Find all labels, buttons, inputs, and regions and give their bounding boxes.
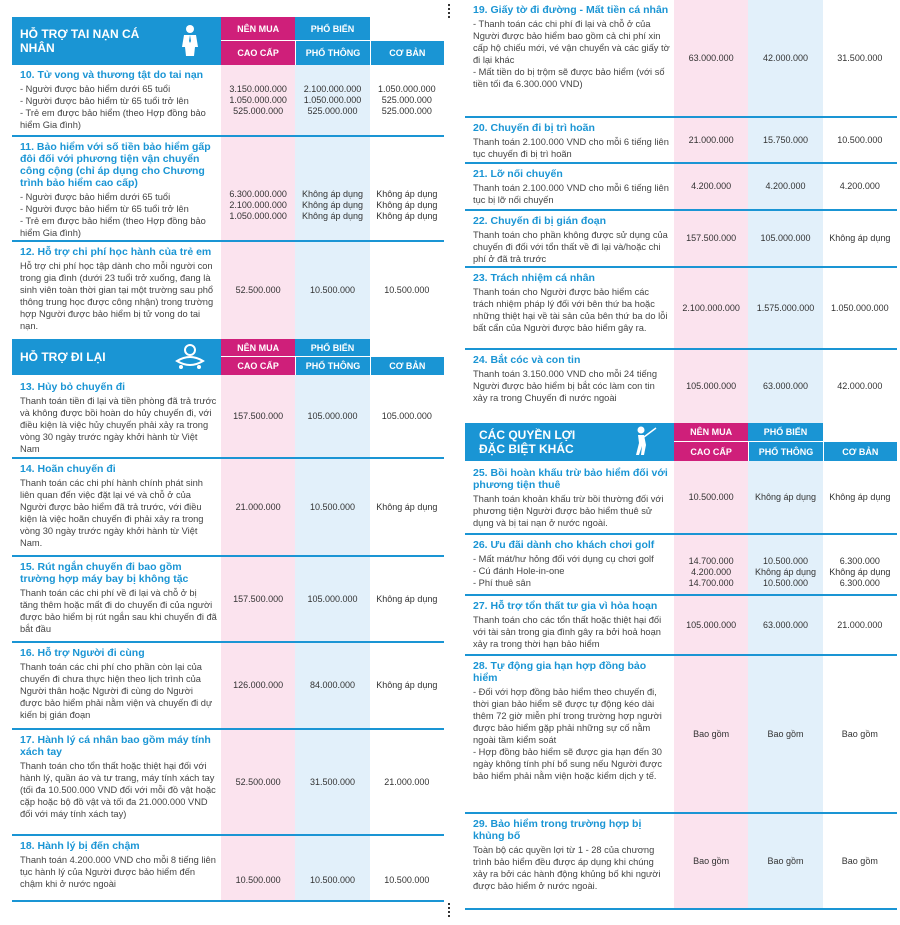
travel-icon <box>173 341 207 375</box>
benefit-title: 20. Chuyến đi bị trì hoãn <box>473 122 595 134</box>
plan-standard: PHỔ THÔNG <box>295 41 369 65</box>
benefit-desc <box>12 836 221 900</box>
benefit-title: 12. Hỗ trợ chi phí học hành của trẻ em <box>20 246 212 258</box>
benefit-title: 14. Hoãn chuyến đi <box>20 463 116 475</box>
benefit-body: Thanh toán 4.200.000 VND cho mỗi 8 tiếng liên tục hành lý của Người được bảo hiểm đến chậm khi ở nước ngoài <box>20 855 216 889</box>
section-title-line2: ĐẶC BIỆT KHÁC <box>479 442 574 456</box>
value-line: 1.050.000.000 <box>229 211 287 221</box>
premium-value: 10.500.000 <box>221 836 295 900</box>
right-column <box>465 0 897 910</box>
value-line: 6.300.000.000 <box>229 189 287 199</box>
basic-value: 105.000.000 <box>370 375 444 457</box>
value-line: Không áp dụng <box>301 211 364 221</box>
benefit-desc <box>465 596 674 654</box>
benefit-desc <box>465 211 674 266</box>
value-line: 14.700.000 <box>688 556 734 566</box>
value-line: 525.000.000 <box>233 105 284 116</box>
basic-value: 31.500.000 <box>823 0 897 116</box>
value-line: Không áp dụng <box>376 200 438 210</box>
benefit-desc <box>465 461 674 533</box>
person-icon <box>173 23 207 57</box>
standard-value: 63.000.000 <box>748 350 822 423</box>
benefit-body: Thanh toán tiền đi lại và tiền phòng đã trả trước và không được bồi hoàn do hủy chuyến đi, với điều kiện là việc hủy chuyến phải xảy ra trong vòng 30 ngày trước ngày khởi hành từ Việt Nam <box>20 396 217 454</box>
benefit-title: 23. Trách nhiệm cá nhân <box>473 272 595 284</box>
benefit-body: Thanh toán các chi phí về đi lại và chỗ ở bị tăng thêm hoặc mất đi do chuyến đi của người được bảo hiểm bị rút ngắn sau khi chuyến đi đã bắt đầu <box>20 588 217 634</box>
plan-header <box>221 17 444 65</box>
popular-label: PHỔ BIẾN <box>295 17 369 41</box>
value-line: Không áp dụng <box>301 189 364 199</box>
standard-value <box>748 535 822 594</box>
section-header-special <box>465 423 897 461</box>
benefit-row-26 <box>465 535 897 596</box>
benefit-row-11 <box>12 137 444 242</box>
benefit-line: - Người được bảo hiểm dưới 65 tuổi <box>20 84 171 94</box>
value-line: 3.150.000.000 <box>229 83 287 94</box>
benefit-desc <box>465 0 674 116</box>
benefit-title: 13. Hủy bỏ chuyến đi <box>20 381 126 393</box>
benefit-title: 24. Bắt cóc và con tin <box>473 354 581 366</box>
popular-label: PHỔ BIẾN <box>295 339 369 357</box>
benefit-line: - Người được bảo hiểm từ 65 tuổi trở lên <box>20 96 189 106</box>
premium-value: Bao gồm <box>674 656 748 812</box>
premium-value: 105.000.000 <box>674 596 748 654</box>
benefit-row-13 <box>12 375 444 459</box>
benefit-body: Thanh toán các chi phí cho phần còn lại của chuyến đi chưa thực hiện theo lịch trình của Người thân hoặc Người đi cùng do Người được bảo hiểm phải nằm viện và chuyến đi dự kiến bị gián đoạn <box>20 662 213 720</box>
standard-value: 105.000.000 <box>748 211 822 266</box>
premium-value: 21.000.000 <box>221 459 295 555</box>
premium-value: Bao gồm <box>674 814 748 908</box>
premium-value: 126.000.000 <box>221 643 295 728</box>
standard-value <box>295 65 369 135</box>
value-line: 2.100.000.000 <box>229 200 287 210</box>
benefit-line: - Trẻ em được bảo hiểm (theo Hợp đồng bảo hiểm Gia đình) <box>20 108 206 130</box>
benefit-desc <box>465 268 674 348</box>
divider-dots-bottom <box>447 903 451 919</box>
benefit-row-25 <box>465 461 897 535</box>
basic-value: 4.200.000 <box>823 164 897 209</box>
basic-value: 1.050.000.000 <box>823 268 897 348</box>
value-line: 6.300.000 <box>839 578 880 588</box>
premium-value: 63.000.000 <box>674 0 748 116</box>
benefit-title: 11. Bảo hiểm với số tiền bảo hiểm gấp đôi đối với phương tiện vận chuyển công cộng (chỉ áp dụng cho Chương trình bảo hiểm cao cấp) <box>20 141 211 189</box>
standard-value: 10.500.000 <box>295 836 369 900</box>
premium-value: 52.500.000 <box>221 242 295 339</box>
benefit-title: 10. Tử vong và thương tật do tai nạn <box>20 69 204 81</box>
benefit-title: 16. Hỗ trợ Người đi cùng <box>20 647 145 659</box>
benefit-body: Thanh toán các chi phí hành chính phát sinh liên quan đến việc đặt lại vé và chỗ ở của Người được bảo hiểm đã trả trước, với điều kiện là việc hoãn chuyến đi phải xảy ra trong vòng 30 ngày trước ngày khởi hành từ Việt Nam. <box>20 478 204 548</box>
standard-value: 84.000.000 <box>295 643 369 728</box>
premium-value: 21.000.000 <box>674 118 748 162</box>
benefit-line: - Người được bảo hiểm dưới 65 tuổi <box>20 192 171 202</box>
benefit-desc <box>465 535 674 594</box>
value-line: Không áp dụng <box>301 200 364 210</box>
benefit-row-28 <box>465 656 897 814</box>
benefit-line: - Thanh toán các chi phí đi lại và chỗ ở của Người được bảo hiểm bao gồm cả chi phí xin cấp hộ chiếu mới, vé vận chuyển và các giấy tờ đi lại khác <box>473 19 670 65</box>
value-line: 525.000.000 <box>381 105 432 116</box>
benefit-line: - Mất mát/hư hỏng đối với dụng cụ chơi golf <box>473 554 654 564</box>
section-title <box>12 17 221 65</box>
basic-value <box>823 535 897 594</box>
basic-value: Không áp dụng <box>370 643 444 728</box>
benefit-desc <box>465 814 674 908</box>
premium-value: 2.100.000.000 <box>674 268 748 348</box>
value-line: 10.500.000 <box>762 556 809 566</box>
value-line: 1.050.000.000 <box>229 94 287 105</box>
premium-value: 10.500.000 <box>674 461 748 533</box>
benefit-desc <box>465 350 674 423</box>
value-line: 525.000.000 <box>307 105 358 116</box>
section-title <box>12 339 221 375</box>
basic-value: Không áp dụng <box>370 557 444 641</box>
benefit-row-23 <box>465 268 897 350</box>
value-line: Không áp dụng <box>829 567 891 577</box>
benefit-desc <box>465 164 674 209</box>
benefit-title: 26. Ưu đãi dành cho khách chơi golf <box>473 539 655 551</box>
benefit-body: Thanh toán 3.150.000 VND cho mỗi 24 tiếng Người được bảo hiểm bị bắt cóc làm con tin xảy ra trong Chuyến đi nước ngoài <box>473 369 657 403</box>
benefit-title: 18. Hành lý bị đến chậm <box>20 840 140 852</box>
value-line: 1.050.000.000 <box>378 83 436 94</box>
benefit-title: 21. Lỡ nối chuyến <box>473 168 563 180</box>
benefit-body: Thanh toán cho tổn thất hoặc thiệt hại đối với hành lý, quần áo và tư trang, máy tính xách tay (tối đa 10.500.000 VND đối với mỗi đồ vật hoặc cặp hoặc bộ đồ vật và tối đa 21.000.000 VND đối với máy tính xách tay) <box>20 761 216 819</box>
benefit-desc <box>12 730 221 834</box>
benefit-title: 27. Hỗ trợ tổn thất tư gia vì hỏa hoạn <box>473 600 658 612</box>
benefit-desc <box>12 459 221 555</box>
benefit-row-20 <box>465 118 897 164</box>
benefit-title: 19. Giấy tờ đi đường - Mất tiền cá nhân <box>473 4 669 16</box>
value-line: Không áp dụng <box>754 567 817 577</box>
benefit-title: 28. Tự động gia hạn hợp đồng bảo hiểm <box>473 660 647 684</box>
benefit-row-14 <box>12 459 444 557</box>
basic-value: Bao gồm <box>823 656 897 812</box>
standard-value: 10.500.000 <box>295 242 369 339</box>
plan-header <box>674 423 897 461</box>
benefit-row-19 <box>465 0 897 118</box>
benefit-title: 15. Rút ngắn chuyến đi bao gồm trường hợp máy bay bị không tặc <box>20 561 189 585</box>
value-line: 2.100.000.000 <box>303 83 362 94</box>
benefit-row-29 <box>465 814 897 910</box>
standard-value: 105.000.000 <box>295 557 369 641</box>
basic-value <box>370 137 444 240</box>
benefit-row-17 <box>12 730 444 836</box>
benefit-body: Toàn bộ các quyền lợi từ 1 - 28 của chương trình bảo hiểm đều được áp dụng khi chúng xảy ra bởi các hành động khủng bố khi người được bảo hiểm ở nước ngoài. <box>473 845 661 891</box>
basic-value: Không áp dụng <box>823 461 897 533</box>
plan-premium: CAO CẤP <box>221 41 295 65</box>
basic-value: 10.500.000 <box>823 118 897 162</box>
basic-value: 10.500.000 <box>370 836 444 900</box>
standard-value: 4.200.000 <box>748 164 822 209</box>
benefit-body: Thanh toán cho phần không được sử dụng của chuyến đi đối với tổn thất về đi lại và/hoặc chi phí ở đã trả trước <box>473 230 668 264</box>
plan-premium: CAO CẤP <box>674 442 748 461</box>
standard-value <box>295 137 369 240</box>
header-blank <box>823 423 897 442</box>
benefit-body: Thanh toán cho Người được bảo hiểm các trách nhiệm pháp lý đối với bên thứ ba hoặc những thiệt hại về tài sản của bên thứ ba do lỗi bất cẩn của Người được bảo hiểm gây ra. <box>473 287 668 333</box>
header-blank <box>370 17 444 41</box>
benefit-row-12 <box>12 242 444 339</box>
divider-dots-top <box>447 4 451 20</box>
premium-value: 157.500.000 <box>221 375 295 457</box>
value-line: 525.000.000 <box>381 94 432 105</box>
benefit-body: Thanh toán cho các tổn thất hoặc thiệt hại đối với tài sản trong gia đình gây ra bởi hoả hoạn xảy ra trong thời hạn bảo hiểm <box>473 615 662 649</box>
value-line: Không áp dụng <box>376 189 438 199</box>
standard-value: 1.575.000.000 <box>748 268 822 348</box>
premium-value: 157.500.000 <box>674 211 748 266</box>
benefit-desc <box>12 375 221 457</box>
benefit-line: - Đối với hợp đồng bảo hiểm theo chuyến đi, thời gian bảo hiểm sẽ được tự động kéo dài thêm 72 giờ miễn phí trong trường hợp người được bảo hiểm gặp phải những sự cố nằm ngoài tầm kiểm soát <box>473 687 662 745</box>
value-line: 10.500.000 <box>762 578 809 588</box>
recommend-label: NÊN MUA <box>674 423 748 442</box>
premium-value <box>221 137 295 240</box>
benefit-body: Thanh toán 2.100.000 VND cho mỗi 6 tiếng liên tục bị lỡ nối chuyến <box>473 183 669 205</box>
benefit-row-16 <box>12 643 444 730</box>
premium-value <box>221 65 295 135</box>
standard-value: Bao gồm <box>748 656 822 812</box>
benefit-desc <box>12 65 221 135</box>
benefit-line: - Cú đánh Hole-in-one <box>473 566 565 576</box>
benefit-line: - Trẻ em được bảo hiểm (theo Hợp đồng bảo hiểm Gia đình) <box>20 216 206 238</box>
standard-value: 10.500.000 <box>295 459 369 555</box>
benefit-row-22 <box>465 211 897 268</box>
recommend-label: NÊN MUA <box>221 17 295 41</box>
section-title-text: HỖ TRỢ ĐI LẠI <box>20 350 106 364</box>
benefit-desc <box>12 242 221 339</box>
benefit-body: Thanh toán 2.100.000 VND cho mỗi 6 tiếng liên tục chuyến đi bị trì hoãn <box>473 137 669 159</box>
plan-basic: CƠ BẢN <box>370 357 444 375</box>
benefit-body: Thanh toán khoản khấu trừ bồi thường đối với phương tiện Người được bảo hiểm thuê sử dụng và bị tai nạn ở nước ngoài. <box>473 494 664 528</box>
section-header-accident <box>12 17 444 65</box>
standard-value: 31.500.000 <box>295 730 369 834</box>
golfer-icon <box>626 425 660 459</box>
basic-value: 21.000.000 <box>370 730 444 834</box>
benefit-desc <box>12 137 221 240</box>
benefit-title: 29. Bảo hiểm trong trường hợp bị khủng bố <box>473 818 642 842</box>
benefit-row-27 <box>465 596 897 656</box>
benefit-line: - Mất tiền do bị trộm sẽ được bảo hiểm (với số tiền tối đa 6.300.000 VND) <box>473 67 665 89</box>
premium-value: 4.200.000 <box>674 164 748 209</box>
benefit-title: 25. Bồi hoàn khấu trừ bảo hiểm đối với phương tiện thuê <box>473 467 668 491</box>
benefit-line: - Người được bảo hiểm từ 65 tuổi trở lên <box>20 204 189 214</box>
standard-value: 15.750.000 <box>748 118 822 162</box>
basic-value: 10.500.000 <box>370 242 444 339</box>
benefit-row-10 <box>12 65 444 137</box>
benefit-title: 17. Hành lý cá nhân bao gồm máy tính xách tay <box>20 734 211 758</box>
section-title <box>465 423 674 461</box>
value-line: Không áp dụng <box>376 211 438 221</box>
plan-premium: CAO CẤP <box>221 357 295 375</box>
standard-value: 63.000.000 <box>748 596 822 654</box>
basic-value <box>370 65 444 135</box>
benefit-desc <box>12 643 221 728</box>
popular-label: PHỔ BIẾN <box>748 423 822 442</box>
benefit-line: - Hợp đồng bảo hiểm sẽ được gia hạn đến 30 ngày không tính phí bổ sung nếu Người được bảo hiểm phải nằm viện hoặc kiểm dịch y tế. <box>473 747 663 781</box>
recommend-label: NÊN MUA <box>221 339 295 357</box>
basic-value: 21.000.000 <box>823 596 897 654</box>
left-column <box>12 0 444 902</box>
plan-standard: PHỔ THÔNG <box>295 357 369 375</box>
benefit-line: - Phí thuê sân <box>473 578 531 588</box>
value-line: 14.700.000 <box>688 578 734 588</box>
premium-value: 105.000.000 <box>674 350 748 423</box>
benefit-body: Hỗ trợ chi phí học tập dành cho mỗi người con trong gia đình (dưới 23 tuổi trở xuống, đang là sinh viên toàn thời gian tại một trường sau phổ thông trung học được công nhận) trong trường hợp Người được bảo hiểm bị tử vong do tai nạn. <box>20 261 214 331</box>
plan-header <box>221 339 444 375</box>
standard-value: Bao gồm <box>748 814 822 908</box>
section-title-text: HỖ TRỢ TAI NẠN CÁ NHÂN <box>20 27 140 55</box>
premium-value: 157.500.000 <box>221 557 295 641</box>
benefit-desc <box>12 557 221 641</box>
benefit-title: 22. Chuyến đi bị gián đoạn <box>473 215 607 227</box>
value-line: 4.200.000 <box>691 567 732 577</box>
benefit-desc <box>465 118 674 162</box>
plan-standard: PHỔ THÔNG <box>748 442 822 461</box>
value-line: 1.050.000.000 <box>303 94 362 105</box>
section-title-line1: CÁC QUYỀN LỢI <box>479 428 576 442</box>
header-blank <box>370 339 444 357</box>
basic-value: Không áp dụng <box>370 459 444 555</box>
benefit-row-24 <box>465 350 897 423</box>
benefit-row-15 <box>12 557 444 643</box>
plan-basic: CƠ BẢN <box>370 41 444 65</box>
benefit-row-18 <box>12 836 444 902</box>
value-line: 6.300.000 <box>839 556 880 566</box>
premium-value: 52.500.000 <box>221 730 295 834</box>
benefit-row-21 <box>465 164 897 211</box>
standard-value: Không áp dụng <box>748 461 822 533</box>
standard-value: 105.000.000 <box>295 375 369 457</box>
benefit-desc <box>465 656 674 812</box>
standard-value: 42.000.000 <box>748 0 822 116</box>
premium-value <box>674 535 748 594</box>
section-header-travel <box>12 339 444 375</box>
basic-value: Bao gồm <box>823 814 897 908</box>
plan-basic: CƠ BẢN <box>823 442 897 461</box>
basic-value: 42.000.000 <box>823 350 897 423</box>
basic-value: Không áp dụng <box>823 211 897 266</box>
